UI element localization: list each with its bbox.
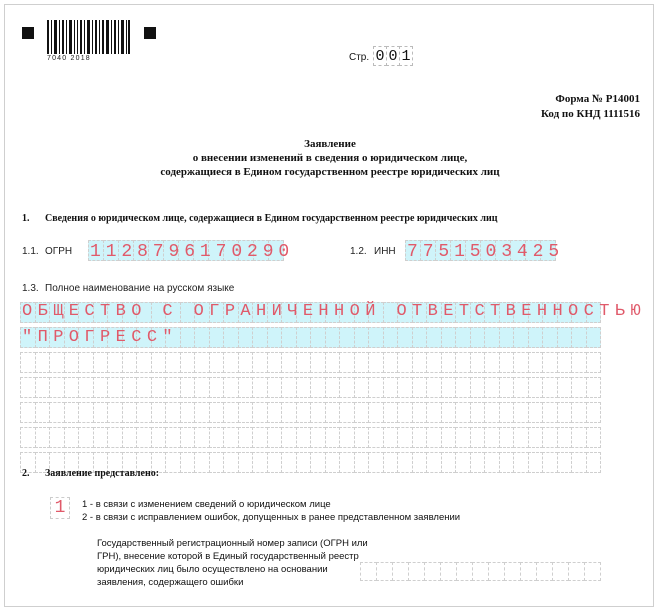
name-grid-cell bbox=[586, 402, 602, 423]
page-digit: 0 bbox=[373, 46, 387, 66]
name-grid-cell bbox=[78, 377, 94, 398]
name-grid-cell bbox=[571, 402, 587, 423]
name-grid-cell bbox=[339, 327, 355, 348]
name-grid-cell bbox=[165, 352, 181, 373]
name-grid-cell bbox=[586, 377, 602, 398]
name-grid-cell bbox=[397, 327, 413, 348]
name-grid-cell bbox=[499, 377, 515, 398]
section-2-heading: Заявление представлено: bbox=[45, 468, 160, 479]
name-grid-cell bbox=[252, 327, 268, 348]
ogrn-label: ОГРН bbox=[45, 246, 73, 257]
name-grid-cell bbox=[383, 377, 399, 398]
name-grid-cell bbox=[209, 377, 225, 398]
name-grid-cell bbox=[310, 452, 326, 473]
name-grid-cell bbox=[528, 327, 544, 348]
name-grid-cell bbox=[470, 377, 486, 398]
name-grid-row bbox=[20, 377, 600, 398]
name-grid-cell bbox=[513, 352, 529, 373]
name-grid-cell bbox=[252, 452, 268, 473]
name-grid-cell bbox=[426, 327, 442, 348]
name-grid-cell bbox=[484, 352, 500, 373]
name-grid-cell bbox=[281, 452, 297, 473]
name-grid-cell bbox=[267, 427, 283, 448]
name-grid-cell bbox=[209, 452, 225, 473]
name-grid-cell bbox=[49, 402, 65, 423]
name-grid-cell bbox=[412, 452, 428, 473]
name-grid-cell bbox=[426, 402, 442, 423]
name-grid-cell bbox=[165, 427, 181, 448]
name-grid-cell bbox=[281, 327, 297, 348]
name-grid-cell bbox=[238, 427, 254, 448]
name-grid-cell bbox=[93, 427, 109, 448]
name-grid-cell bbox=[339, 427, 355, 448]
name-grid-cell bbox=[20, 352, 36, 373]
name-grid-cell bbox=[64, 427, 80, 448]
name-grid-cell bbox=[151, 352, 167, 373]
name-label: Полное наименование на русском языке bbox=[45, 283, 235, 294]
name-grid-cell bbox=[238, 377, 254, 398]
name-grid-cell bbox=[383, 327, 399, 348]
registration-number-boxes[interactable] bbox=[360, 562, 600, 581]
section-1-number: 1. bbox=[22, 213, 30, 224]
name-grid-cell bbox=[571, 352, 587, 373]
name-grid-cell bbox=[339, 377, 355, 398]
name-grid-cell bbox=[180, 427, 196, 448]
name-grid-cell bbox=[151, 427, 167, 448]
name-grid-cell bbox=[586, 452, 602, 473]
form-number: Форма № Р14001 bbox=[555, 93, 640, 105]
name-grid-cell bbox=[354, 402, 370, 423]
name-grid-cell bbox=[325, 352, 341, 373]
name-grid-cell bbox=[397, 377, 413, 398]
name-grid-cell bbox=[49, 377, 65, 398]
name-grid-cell bbox=[426, 352, 442, 373]
name-grid-cell bbox=[368, 327, 384, 348]
name-grid-cell bbox=[194, 352, 210, 373]
name-grid-cell bbox=[165, 402, 181, 423]
name-grid-cell bbox=[383, 402, 399, 423]
ogrn-number: 1.1. bbox=[22, 246, 39, 257]
name-grid-cell bbox=[470, 427, 486, 448]
name-grid-cell bbox=[122, 402, 138, 423]
inn-value[interactable]: 7751503425 bbox=[407, 242, 565, 262]
name-grid-cell bbox=[542, 327, 558, 348]
name-grid-cell bbox=[325, 452, 341, 473]
name-grid-cell bbox=[180, 327, 196, 348]
name-grid-cell bbox=[513, 377, 529, 398]
name-grid-cell bbox=[383, 427, 399, 448]
name-grid-cell bbox=[571, 377, 587, 398]
name-grid-cell bbox=[180, 352, 196, 373]
name-grid-cell bbox=[397, 452, 413, 473]
name-grid-cell bbox=[180, 402, 196, 423]
name-grid-cell bbox=[470, 402, 486, 423]
name-grid-cell bbox=[296, 452, 312, 473]
name-grid-cell bbox=[368, 452, 384, 473]
barcode-icon bbox=[47, 20, 130, 54]
name-grid-cell bbox=[20, 377, 36, 398]
name-grid-cell bbox=[455, 402, 471, 423]
application-reason-cell[interactable]: 1 bbox=[50, 497, 70, 519]
name-grid-cell bbox=[513, 427, 529, 448]
name-grid-cell bbox=[252, 402, 268, 423]
name-grid-cell bbox=[310, 327, 326, 348]
name-grid-cell bbox=[339, 352, 355, 373]
name-grid-cell bbox=[586, 427, 602, 448]
name-grid-cell bbox=[484, 452, 500, 473]
name-grid-cell bbox=[513, 327, 529, 348]
name-grid-cell bbox=[499, 427, 515, 448]
name-grid-cell bbox=[238, 352, 254, 373]
name-grid-cell bbox=[484, 427, 500, 448]
name-grid-cell bbox=[151, 377, 167, 398]
name-grid-cell bbox=[484, 377, 500, 398]
name-grid-cell bbox=[281, 402, 297, 423]
name-grid-cell bbox=[49, 352, 65, 373]
name-grid-cell bbox=[542, 427, 558, 448]
name-grid-cell bbox=[252, 427, 268, 448]
name-grid-cell bbox=[267, 352, 283, 373]
document-title bbox=[100, 137, 560, 179]
name-grid-cell bbox=[426, 452, 442, 473]
name-grid-cell bbox=[35, 427, 51, 448]
name-grid-cell bbox=[35, 402, 51, 423]
reason-option-1: 1 - в связи с изменением сведений о юридическом лице bbox=[82, 499, 331, 510]
name-grid-cell bbox=[194, 327, 210, 348]
section-1-heading: Сведения о юридическом лице, содержащиеся в Едином государственном реестре юридических лиц bbox=[45, 213, 498, 224]
name-grid-cell bbox=[49, 427, 65, 448]
name-grid-cell bbox=[455, 352, 471, 373]
name-grid-cell bbox=[368, 377, 384, 398]
name-grid-cell bbox=[136, 402, 152, 423]
registration-mark-right bbox=[144, 27, 156, 39]
name-grid-cell bbox=[571, 327, 587, 348]
name-grid-cell bbox=[223, 327, 239, 348]
registration-number-label: Государственный регистрационный номер записи (ОГРН или ГРН), внесение которой в Единый государственный реестр юридических лиц было осуществлено на основании заявления, содержащего ошибки bbox=[97, 538, 368, 588]
name-number: 1.3. bbox=[22, 283, 39, 294]
name-grid-cell bbox=[238, 452, 254, 473]
section-2-number: 2. bbox=[22, 468, 30, 479]
name-grid-cell bbox=[426, 377, 442, 398]
name-grid-cell bbox=[209, 427, 225, 448]
name-grid-cell bbox=[223, 402, 239, 423]
name-grid-cell bbox=[165, 452, 181, 473]
name-grid-cell bbox=[484, 327, 500, 348]
name-grid-cell bbox=[238, 402, 254, 423]
title-line: о внесении изменений в сведения о юридическом лице, bbox=[192, 152, 468, 164]
name-grid-cell bbox=[383, 452, 399, 473]
name-grid-cell bbox=[64, 377, 80, 398]
name-grid-cell bbox=[122, 377, 138, 398]
name-grid-cell bbox=[412, 352, 428, 373]
name-grid-cell bbox=[310, 402, 326, 423]
name-grid-cell bbox=[455, 327, 471, 348]
name-grid-cell bbox=[542, 452, 558, 473]
name-grid-cell bbox=[122, 427, 138, 448]
name-grid-cell bbox=[35, 377, 51, 398]
form-code bbox=[541, 92, 640, 122]
name-grid-cell bbox=[194, 452, 210, 473]
name-grid-cell bbox=[368, 352, 384, 373]
name-grid-cell bbox=[281, 352, 297, 373]
name-grid-cell bbox=[557, 427, 573, 448]
name-grid-cell bbox=[281, 377, 297, 398]
name-grid-cell bbox=[557, 352, 573, 373]
name-grid-cell bbox=[528, 452, 544, 473]
title-line: содержащиеся в Едином государственном реестре юридических лиц bbox=[160, 166, 500, 178]
name-grid-cell bbox=[455, 452, 471, 473]
name-grid-row bbox=[20, 427, 600, 448]
name-grid-cell bbox=[354, 352, 370, 373]
name-grid-cell bbox=[223, 452, 239, 473]
name-grid-cell bbox=[325, 402, 341, 423]
page-digit: 0 bbox=[386, 46, 400, 66]
name-grid-cell bbox=[368, 427, 384, 448]
name-grid-cell bbox=[499, 327, 515, 348]
name-grid-cell bbox=[64, 352, 80, 373]
page-label: Стр. bbox=[349, 52, 370, 63]
name-grid-cell bbox=[20, 402, 36, 423]
ogrn-value[interactable]: 1128796170290 bbox=[90, 242, 295, 262]
name-grid-cell bbox=[296, 427, 312, 448]
name-grid-cell bbox=[586, 352, 602, 373]
name-grid-cell bbox=[223, 377, 239, 398]
name-grid-cell bbox=[267, 327, 283, 348]
name-grid-cell bbox=[441, 427, 457, 448]
inn-label: ИНН bbox=[374, 246, 396, 257]
name-grid-cell bbox=[397, 402, 413, 423]
name-grid-cell bbox=[412, 327, 428, 348]
name-grid-cell bbox=[528, 427, 544, 448]
page-number-cells bbox=[373, 46, 412, 66]
name-grid-cell bbox=[499, 352, 515, 373]
name-grid-cell bbox=[354, 327, 370, 348]
name-grid-cell bbox=[93, 352, 109, 373]
name-grid-cell bbox=[151, 402, 167, 423]
name-grid-cell bbox=[252, 377, 268, 398]
name-grid-cell bbox=[354, 427, 370, 448]
registration-mark-left bbox=[22, 27, 34, 39]
name-grid-cell bbox=[557, 452, 573, 473]
name-grid-cell bbox=[441, 377, 457, 398]
reason-option-2: 2 - в связи с исправлением ошибок, допущенных в ранее представленном заявлении bbox=[82, 512, 461, 523]
name-grid-cell bbox=[426, 427, 442, 448]
name-grid-cell bbox=[180, 377, 196, 398]
name-grid-row bbox=[20, 402, 600, 423]
name-grid-cell bbox=[542, 377, 558, 398]
name-grid-cell bbox=[238, 327, 254, 348]
name-grid-cell bbox=[296, 402, 312, 423]
name-line-1[interactable]: ОБЩЕСТВО С ОГРАНИЧЕННОЙ ОТВЕТСТВЕННОСТЬЮ bbox=[22, 302, 647, 321]
name-grid-cell bbox=[499, 402, 515, 423]
name-grid-cell bbox=[281, 427, 297, 448]
name-grid-cell bbox=[165, 377, 181, 398]
title-line: Заявление bbox=[304, 138, 356, 150]
name-grid-cell bbox=[194, 402, 210, 423]
name-grid-cell bbox=[78, 427, 94, 448]
name-grid-cell bbox=[542, 352, 558, 373]
name-grid-cell bbox=[136, 352, 152, 373]
name-grid-cell bbox=[223, 427, 239, 448]
name-grid-cell bbox=[107, 377, 123, 398]
name-grid-cell bbox=[441, 452, 457, 473]
name-grid-cell bbox=[325, 377, 341, 398]
name-grid-cell bbox=[528, 352, 544, 373]
name-grid-cell bbox=[528, 402, 544, 423]
name-grid-cell bbox=[252, 352, 268, 373]
name-grid-cell bbox=[513, 452, 529, 473]
name-grid-cell bbox=[194, 427, 210, 448]
name-grid-cell bbox=[470, 327, 486, 348]
name-grid-cell bbox=[310, 427, 326, 448]
name-grid-cell bbox=[267, 377, 283, 398]
name-grid-cell bbox=[455, 427, 471, 448]
name-grid-cell bbox=[325, 427, 341, 448]
name-grid-cell bbox=[64, 402, 80, 423]
name-grid-cell bbox=[93, 377, 109, 398]
name-grid-cell bbox=[267, 452, 283, 473]
name-grid-cell bbox=[455, 377, 471, 398]
knd-code: Код по КНД 1111516 bbox=[540, 108, 640, 120]
name-grid-cell bbox=[412, 377, 428, 398]
inn-number: 1.2. bbox=[350, 246, 367, 257]
name-grid-cell bbox=[484, 402, 500, 423]
name-grid-cell bbox=[107, 402, 123, 423]
name-grid-cell bbox=[20, 427, 36, 448]
name-grid-cell bbox=[441, 352, 457, 373]
name-grid-cell bbox=[412, 427, 428, 448]
name-grid-cell bbox=[368, 402, 384, 423]
name-grid-cell bbox=[470, 452, 486, 473]
name-grid-cell bbox=[296, 377, 312, 398]
name-grid-cell bbox=[296, 327, 312, 348]
name-grid-cell bbox=[136, 427, 152, 448]
barcode-digits: 7040 2018 bbox=[47, 55, 91, 62]
name-grid-cell bbox=[136, 377, 152, 398]
name-grid-cell bbox=[107, 427, 123, 448]
name-grid-cell bbox=[557, 377, 573, 398]
name-grid-cell bbox=[194, 377, 210, 398]
name-grid-cell bbox=[397, 352, 413, 373]
name-grid-cell bbox=[107, 352, 123, 373]
name-grid-cell bbox=[354, 377, 370, 398]
name-grid-cell bbox=[354, 452, 370, 473]
name-grid-cell bbox=[310, 377, 326, 398]
name-grid-cell bbox=[93, 402, 109, 423]
name-grid-cell bbox=[412, 402, 428, 423]
name-grid-cell bbox=[557, 327, 573, 348]
name-grid-cell bbox=[571, 452, 587, 473]
name-grid-cell bbox=[296, 352, 312, 373]
name-grid-cell bbox=[383, 352, 399, 373]
page-digit: 1 bbox=[399, 46, 413, 66]
name-grid-cell bbox=[209, 327, 225, 348]
name-line-2[interactable]: "ПРОГРЕСС" bbox=[22, 328, 179, 347]
name-grid-cell bbox=[571, 427, 587, 448]
name-grid-cell bbox=[35, 352, 51, 373]
name-grid-row bbox=[20, 352, 600, 373]
name-grid-cell bbox=[267, 402, 283, 423]
name-grid-cell bbox=[122, 352, 138, 373]
name-grid-cell bbox=[397, 427, 413, 448]
name-grid-cell bbox=[528, 377, 544, 398]
name-grid-cell bbox=[223, 352, 239, 373]
name-grid-cell bbox=[470, 352, 486, 373]
name-grid-cell bbox=[325, 327, 341, 348]
name-grid-cell bbox=[586, 327, 602, 348]
name-grid-cell bbox=[180, 452, 196, 473]
name-grid-cell bbox=[78, 352, 94, 373]
name-grid-cell bbox=[78, 402, 94, 423]
name-grid-cell bbox=[441, 327, 457, 348]
name-grid-cell bbox=[209, 402, 225, 423]
name-grid-cell bbox=[339, 402, 355, 423]
name-grid-cell bbox=[542, 402, 558, 423]
name-grid-cell bbox=[339, 452, 355, 473]
name-grid-cell bbox=[499, 452, 515, 473]
name-grid-cell bbox=[441, 402, 457, 423]
name-grid-cell bbox=[310, 352, 326, 373]
name-grid-cell bbox=[209, 352, 225, 373]
name-grid-cell bbox=[513, 402, 529, 423]
name-grid-cell bbox=[557, 402, 573, 423]
